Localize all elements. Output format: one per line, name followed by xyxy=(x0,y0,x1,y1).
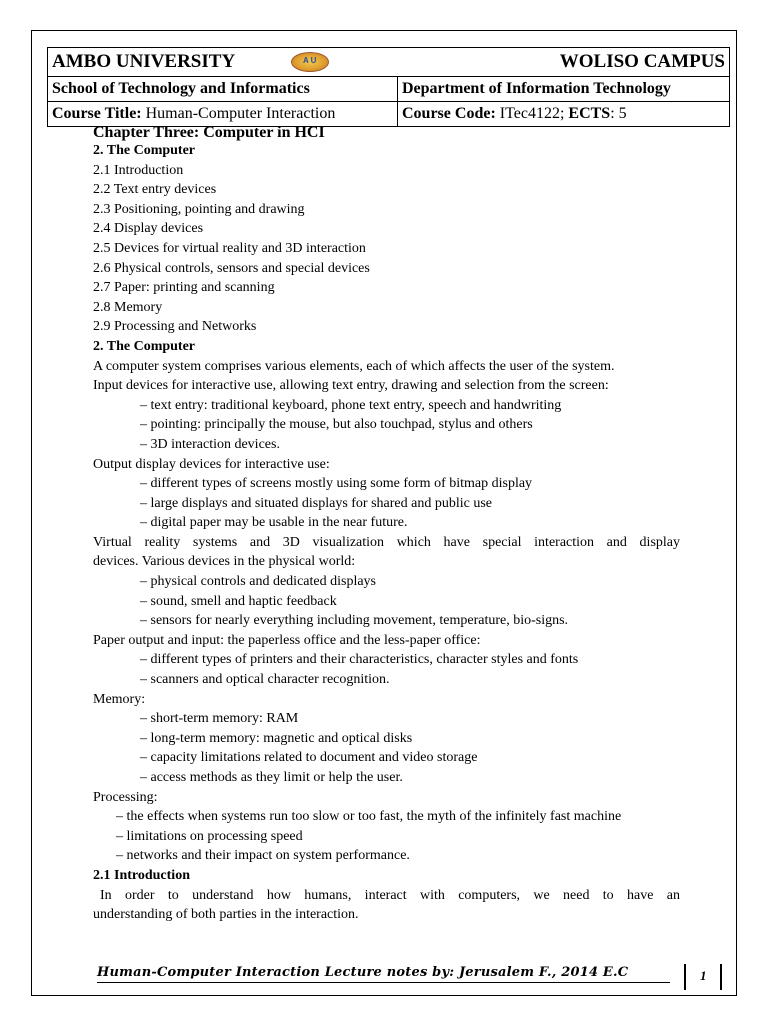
list-item: – pointing: principally the mouse, but also touchpad, stylus and others xyxy=(140,417,533,433)
course-code-value: ITec4122; xyxy=(499,105,565,122)
list-item: – the effects when systems run too slow or too fast, the myth of the infinitely fast machine xyxy=(116,809,622,825)
list-item: – sensors for nearly everything including movement, temperature, bio-signs. xyxy=(140,613,569,629)
toc-item: 2. The Computer xyxy=(93,143,196,158)
introduction-heading: 2.1 Introduction xyxy=(93,867,190,883)
toc-item: 2.7 Paper: printing and scanning xyxy=(93,280,275,296)
list-item: – networks and their impact on system performance. xyxy=(116,848,410,864)
course-code-label: Course Code: xyxy=(402,105,496,122)
introduction-paragraph-line2: understanding of both parties in the interaction. xyxy=(93,907,359,923)
input-devices-heading: Input devices for interactive use, allowing text entry, drawing and selection from the screen: xyxy=(93,378,609,394)
toc-item: 2.6 Physical controls, sensors and special devices xyxy=(93,260,370,276)
document-body xyxy=(93,124,680,925)
vr-paragraph-line1: Virtual reality systems and 3D visualization which have special interaction and display xyxy=(93,534,680,550)
footer-text: Human-Computer Interaction Lecture notes by: Jerusalem F., 2014 E.C xyxy=(97,964,670,983)
toc-item: 2.2 Text entry devices xyxy=(93,182,217,198)
list-item: – capacity limitations related to document and video storage xyxy=(140,750,478,766)
course-title-label: Course Title: xyxy=(52,105,142,122)
toc-item: 2.8 Memory xyxy=(93,299,163,315)
header-top-row xyxy=(48,48,730,77)
course-title-value: Human-Computer Interaction xyxy=(145,105,336,122)
toc-item: 2.4 Display devices xyxy=(93,221,204,237)
ects-value: : 5 xyxy=(610,105,627,122)
list-item: – long-term memory: magnetic and optical disks xyxy=(140,730,413,746)
list-item: – limitations on processing speed xyxy=(116,828,303,844)
paper-heading: Paper output and input: the paperless office and the less-paper office: xyxy=(93,632,481,648)
course-title-cell xyxy=(48,102,398,127)
department-name: Department of Information Technology xyxy=(402,80,671,97)
list-item: – scanners and optical character recognition. xyxy=(140,672,390,688)
toc-item: 2.5 Devices for virtual reality and 3D interaction xyxy=(93,240,366,256)
list-item: – digital paper may be usable in the near future. xyxy=(140,515,408,531)
processing-heading: Processing: xyxy=(93,789,158,805)
department-cell xyxy=(398,77,730,102)
page-number-bar-right xyxy=(720,964,722,990)
list-item: – text entry: traditional keyboard, phone text entry, speech and handwriting xyxy=(140,397,562,413)
page-number: 1 xyxy=(700,968,707,983)
campus-name: WOLISO CAMPUS xyxy=(559,51,725,72)
toc-item: 2.9 Processing and Networks xyxy=(93,319,257,335)
university-logo-icon xyxy=(291,52,329,72)
school-name: School of Technology and Informatics xyxy=(52,80,310,97)
ects-label: ECTS xyxy=(568,105,611,122)
introduction-paragraph-line1: In order to understand how humans, interact with computers, we need to have an xyxy=(100,887,680,903)
list-item: – sound, smell and haptic feedback xyxy=(140,593,337,609)
table-of-contents xyxy=(93,141,680,337)
toc-item: 2.1 Introduction xyxy=(93,162,184,178)
intro-line: A computer system comprises various elements, each of which affects the user of the system. xyxy=(93,358,615,374)
output-devices-heading: Output display devices for interactive use: xyxy=(93,456,330,472)
list-item: – large displays and situated displays for shared and public use xyxy=(140,495,492,511)
section-heading: 2. The Computer xyxy=(93,338,196,354)
course-code-cell xyxy=(398,102,730,127)
school-cell xyxy=(48,77,398,102)
list-item: – 3D interaction devices. xyxy=(140,436,280,452)
page-number-bar-left xyxy=(684,964,686,990)
chapter-title: Chapter Three: Computer in HCI xyxy=(93,124,325,141)
list-item: – physical controls and dedicated displays xyxy=(140,574,376,590)
logo-text: A U xyxy=(302,56,317,65)
university-name: AMBO UNIVERSITY xyxy=(52,51,236,72)
list-item: – access methods as they limit or help the user. xyxy=(140,770,403,785)
document-header-table xyxy=(47,47,730,127)
toc-item: 2.3 Positioning, pointing and drawing xyxy=(93,201,305,217)
vr-paragraph-line2: devices. Various devices in the physical world: xyxy=(93,554,356,570)
memory-heading: Memory: xyxy=(93,691,146,707)
list-item: – different types of screens mostly using some form of bitmap display xyxy=(140,476,533,492)
list-item: – different types of printers and their characteristics, character styles and fonts xyxy=(140,652,579,668)
list-item: – short-term memory: RAM xyxy=(140,711,299,727)
